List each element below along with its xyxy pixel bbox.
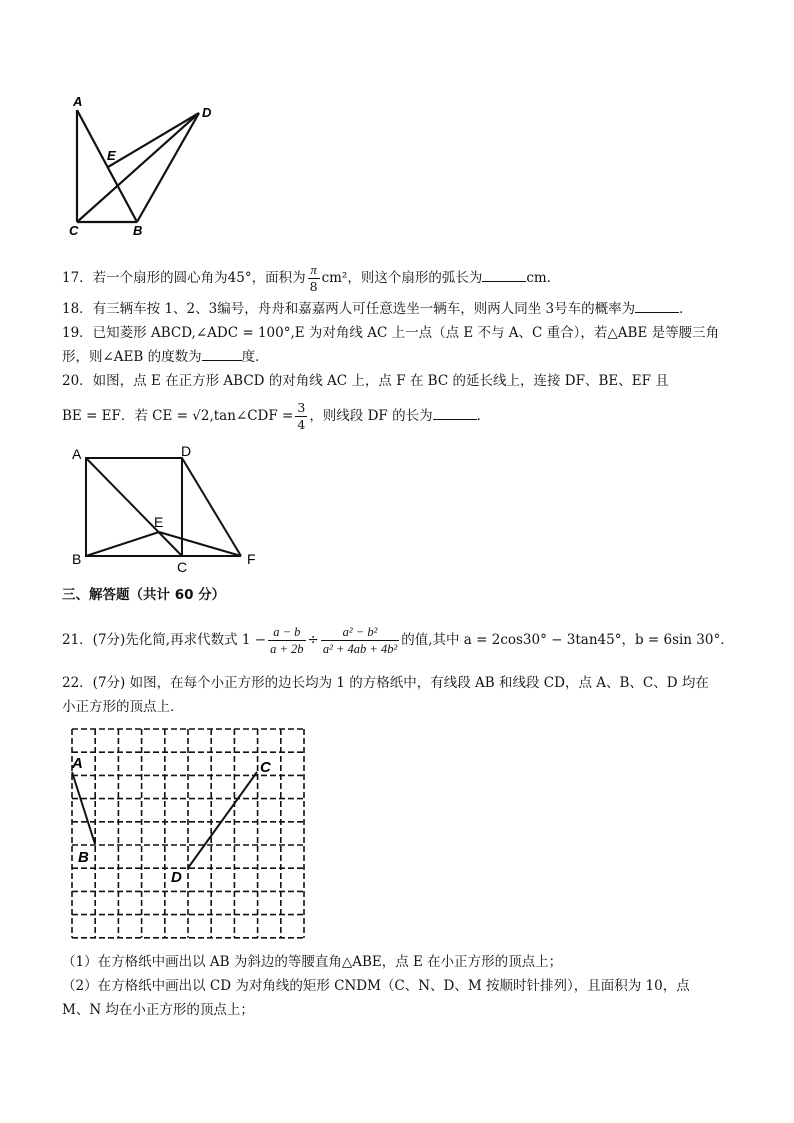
- question-22-line2: 小正方形的顶点上．: [62, 699, 184, 715]
- answer-blank-19[interactable]: [202, 347, 242, 361]
- segment-ab: [72, 772, 95, 844]
- fig1-label-e: E: [107, 148, 116, 163]
- fig1-label-d: D: [202, 105, 212, 120]
- fig1-label-b: B: [133, 223, 143, 238]
- fig3-label-b: B: [78, 849, 89, 866]
- question-21: 21．(7分)先化简,再求代数式 1 − $\frac{a - b}{a + 2b}$ ÷ $\frac{\text{a² − b²}}{\text{a² + 4ab + 4b²}}$ 的值,其中 a = 2cos30° − 3tan45°，b = 6sin 30°．: [62, 625, 734, 656]
- question-22-part1: （1）在方格纸中画出以 AB 为斜边的等腰直角△ABE，点 E 在小正方形的顶点上；: [62, 954, 563, 970]
- question-17: 17．若一个扇形的圆心角为45°，面积为 $\frac{\pi}{8}$ cm²，则这个扇形的弧长为 cm．: [62, 263, 561, 294]
- figure-triangles: [60, 92, 230, 242]
- fig2-label-a: A: [72, 446, 82, 462]
- fig2-label-d: D: [181, 443, 192, 459]
- section-3-heading: 三、解答题（共计 60 分）: [62, 587, 226, 603]
- segment-cd: [188, 772, 257, 868]
- answer-blank-20[interactable]: [433, 406, 477, 420]
- question-19-line2: 形，则∠AEB 的度数为 度．: [62, 349, 269, 365]
- question-20-line1: 20．如图，点 E 在正方形 ABCD 的对角线 AC 上，点 F 在 BC 的延长线上，连接 DF、BE、EF 且: [62, 373, 669, 389]
- question-22-part2-line2: M、N 均在小正方形的顶点上；: [62, 1002, 254, 1018]
- question-22-line1: 22．(7分) 如图，在每个小正方形的边长均为 1 的方格纸中，有线段 AB 和线段 CD，点 A、B、C、D 均在: [62, 675, 709, 691]
- fig1-label-c: C: [69, 223, 79, 238]
- question-18: 18．有三辆车按 1、2、3编号，舟舟和嘉嘉两人可任意选坐一辆车，则两人同坐 3号车的概率为 ．: [62, 301, 693, 317]
- fig2-label-e: E: [154, 514, 164, 530]
- fig3-label-d: D: [171, 869, 182, 886]
- fig2-label-c: C: [177, 559, 188, 575]
- fig2-label-f: F: [247, 551, 256, 567]
- fig2-label-b: B: [72, 551, 82, 567]
- question-20-line2: BE = EF．若 CE = √2,tan∠CDF = $\frac{3}{4}$ ，则线段 DF 的长为 ．: [62, 400, 491, 432]
- question-22-part2-line1: （2）在方格纸中画出以 CD 为对角线的矩形 CNDM（C、N、D、M 按顺时针排列），且面积为 10，点: [62, 978, 690, 994]
- figure-grid: [62, 724, 312, 946]
- fig3-label-c: C: [260, 759, 271, 776]
- fig1-label-a: A: [73, 94, 83, 109]
- figure-square: [62, 440, 267, 580]
- answer-blank-17[interactable]: [482, 268, 526, 282]
- answer-blank-18[interactable]: [635, 299, 679, 313]
- question-19-line1: 19．已知菱形 ABCD,∠ADC = 100°,E 为对角线 AC 上一点（点 E 不与 A、C 重合），若△ABE 是等腰三角: [62, 325, 720, 341]
- fig3-label-a: A: [72, 755, 83, 772]
